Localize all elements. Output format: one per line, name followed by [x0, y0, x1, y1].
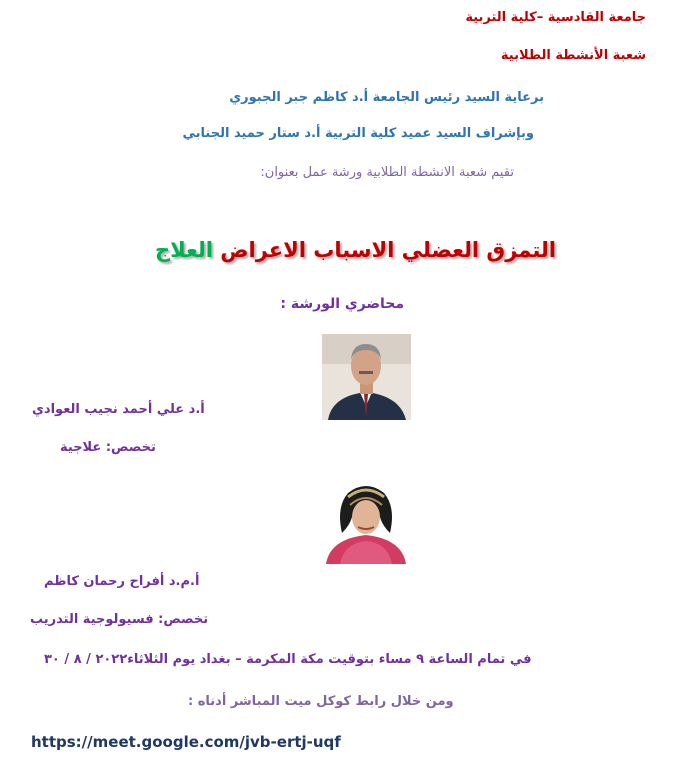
lecturer-1-photo: [322, 334, 411, 420]
google-meet-link[interactable]: https://meet.google.com/jvb-ertj-uqf: [31, 733, 341, 751]
meet-link-intro: ومن خلال رابط كوكل ميت المباشر أدناه :: [188, 694, 454, 709]
lecturer-2-specialty: تخصص: فسيولوجية التدريب: [30, 612, 209, 627]
lecturers-heading: محاضري الورشة :: [280, 296, 404, 312]
supervision-line: وبإشراف السيد عميد كلية التربية أ.د ستار حميد الجنابي: [182, 126, 534, 141]
patronage-line: برعاية السيد رئيس الجامعة أ.د كاظم جبر الجبوري: [229, 90, 544, 105]
lecturer-1-name: أ.د علي أحمد نجيب العوادي: [32, 402, 205, 417]
lecturer-2-photo: [322, 477, 410, 564]
department-name: شعبة الأنشطة الطلابية: [500, 48, 646, 63]
workshop-title-main: التمزق العضلي الاسباب الاعراض: [220, 238, 556, 262]
lecturer-2-name: أ.م.د أفراح رحمان كاظم: [44, 574, 200, 589]
workshop-title: [155, 238, 556, 262]
lecturer-1-specialty: تخصص: علاجية: [60, 440, 156, 455]
presents-line: تقيم شعبة الانشطة الطلابية ورشة عمل بعنوان:: [260, 165, 514, 180]
university-name: جامعة القادسية –كلية التربية: [465, 10, 646, 25]
workshop-title-treatment: العلاج: [154, 238, 213, 262]
schedule-line: في تمام الساعة ٩ مساء بتوقيت مكة المكرمة – بغداد يوم الثلاثاء٢٠٢٢ / ٨ / ٣٠: [44, 652, 532, 667]
